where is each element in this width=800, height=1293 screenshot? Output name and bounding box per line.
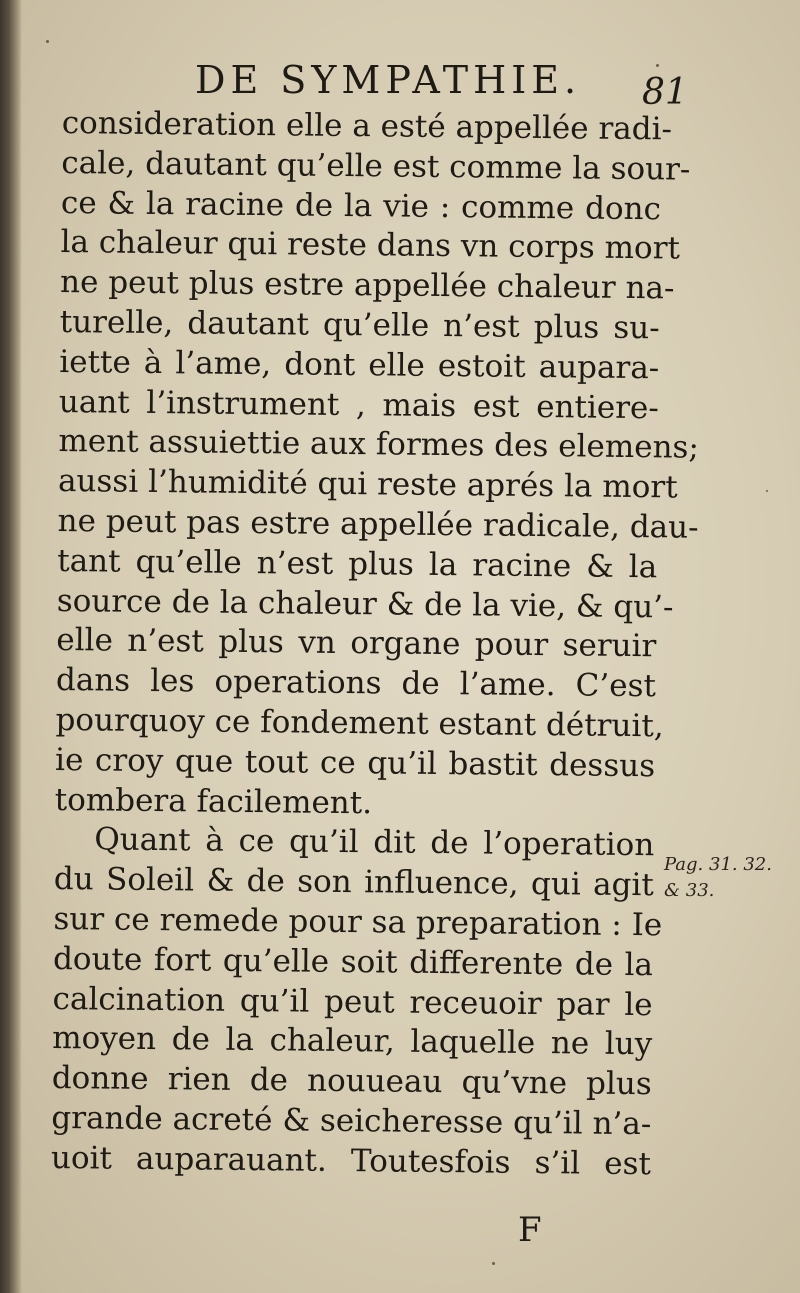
page-number: 81 xyxy=(642,72,688,113)
signature-mark: F xyxy=(518,1210,542,1250)
margin-note xyxy=(664,852,798,904)
text-line: ie croy que tout ce qu’il bastit dessus xyxy=(54,741,656,784)
running-head: DE SYMPATHIE. xyxy=(195,58,582,102)
text-line: iette à l’ame, dont elle estoit aupara- xyxy=(59,343,660,387)
text-line: uant l’instrument , mais est entiere- xyxy=(58,383,660,426)
text-line: tant qu’elle n’est plus la racine & la xyxy=(57,542,658,586)
text-line: la chaleur qui reste dans vn corps mort xyxy=(60,224,681,267)
text-line: cale, dautant qu’elle est comme la sour- xyxy=(61,144,691,188)
paper-speck xyxy=(656,64,659,67)
margin-note-line: & 33. xyxy=(664,880,715,901)
text-line: du Soleil & de son influence, qui agit xyxy=(53,861,655,904)
text-line: ment assuiettie aux formes des elemens; xyxy=(58,423,700,467)
text-line: doute fort qu’elle soit differente de la xyxy=(52,940,654,983)
binding-gutter xyxy=(0,0,22,1293)
text-line: ne peut plus estre appellée chaleur na- xyxy=(59,264,675,307)
text-line: uoit auparauant. Toutesfois s’il est xyxy=(50,1139,652,1182)
text-line: donne rien de nouueau qu’vne plus xyxy=(51,1060,652,1103)
text-line: moyen de la chaleur, laquelle ne luy xyxy=(52,1020,653,1063)
text-line: pourquoy ce fondement estant détruit, xyxy=(55,701,664,745)
paper-speck xyxy=(46,40,49,43)
paper-speck xyxy=(766,490,768,492)
text-line: elle n’est plus vn organe pour seruir xyxy=(56,622,657,665)
text-line: sur ce remede pour sa preparation : Ie xyxy=(53,900,663,944)
text-line: consideration elle a esté appellée radi- xyxy=(61,104,673,148)
page-header xyxy=(195,58,695,113)
text-line: source de la chaleur & de la vie, & qu’- xyxy=(56,582,674,625)
text-line: turelle, dautant qu’elle n’est plus su- xyxy=(59,303,660,347)
text-line: dans les operations de l’ame. C’est xyxy=(55,662,657,705)
text-line: ce & la racine de la vie : comme donc xyxy=(60,184,662,227)
text-line: calcination qu’il peut receuoir par le xyxy=(52,980,653,1023)
text-line: tombera facilement. xyxy=(54,781,373,821)
text-line: Quant à ce qu’il dit de l’operation xyxy=(94,821,655,864)
margin-note-line: Pag. 31. 32. xyxy=(664,854,772,875)
text-line: ne peut pas estre appellée radicale, dau- xyxy=(57,502,699,546)
paper-speck xyxy=(492,1262,495,1265)
text-line: grande acreté & seicheresse qu’il n’a- xyxy=(51,1099,652,1143)
text-line: aussi l’humidité qui reste aprés la mort xyxy=(57,463,678,506)
